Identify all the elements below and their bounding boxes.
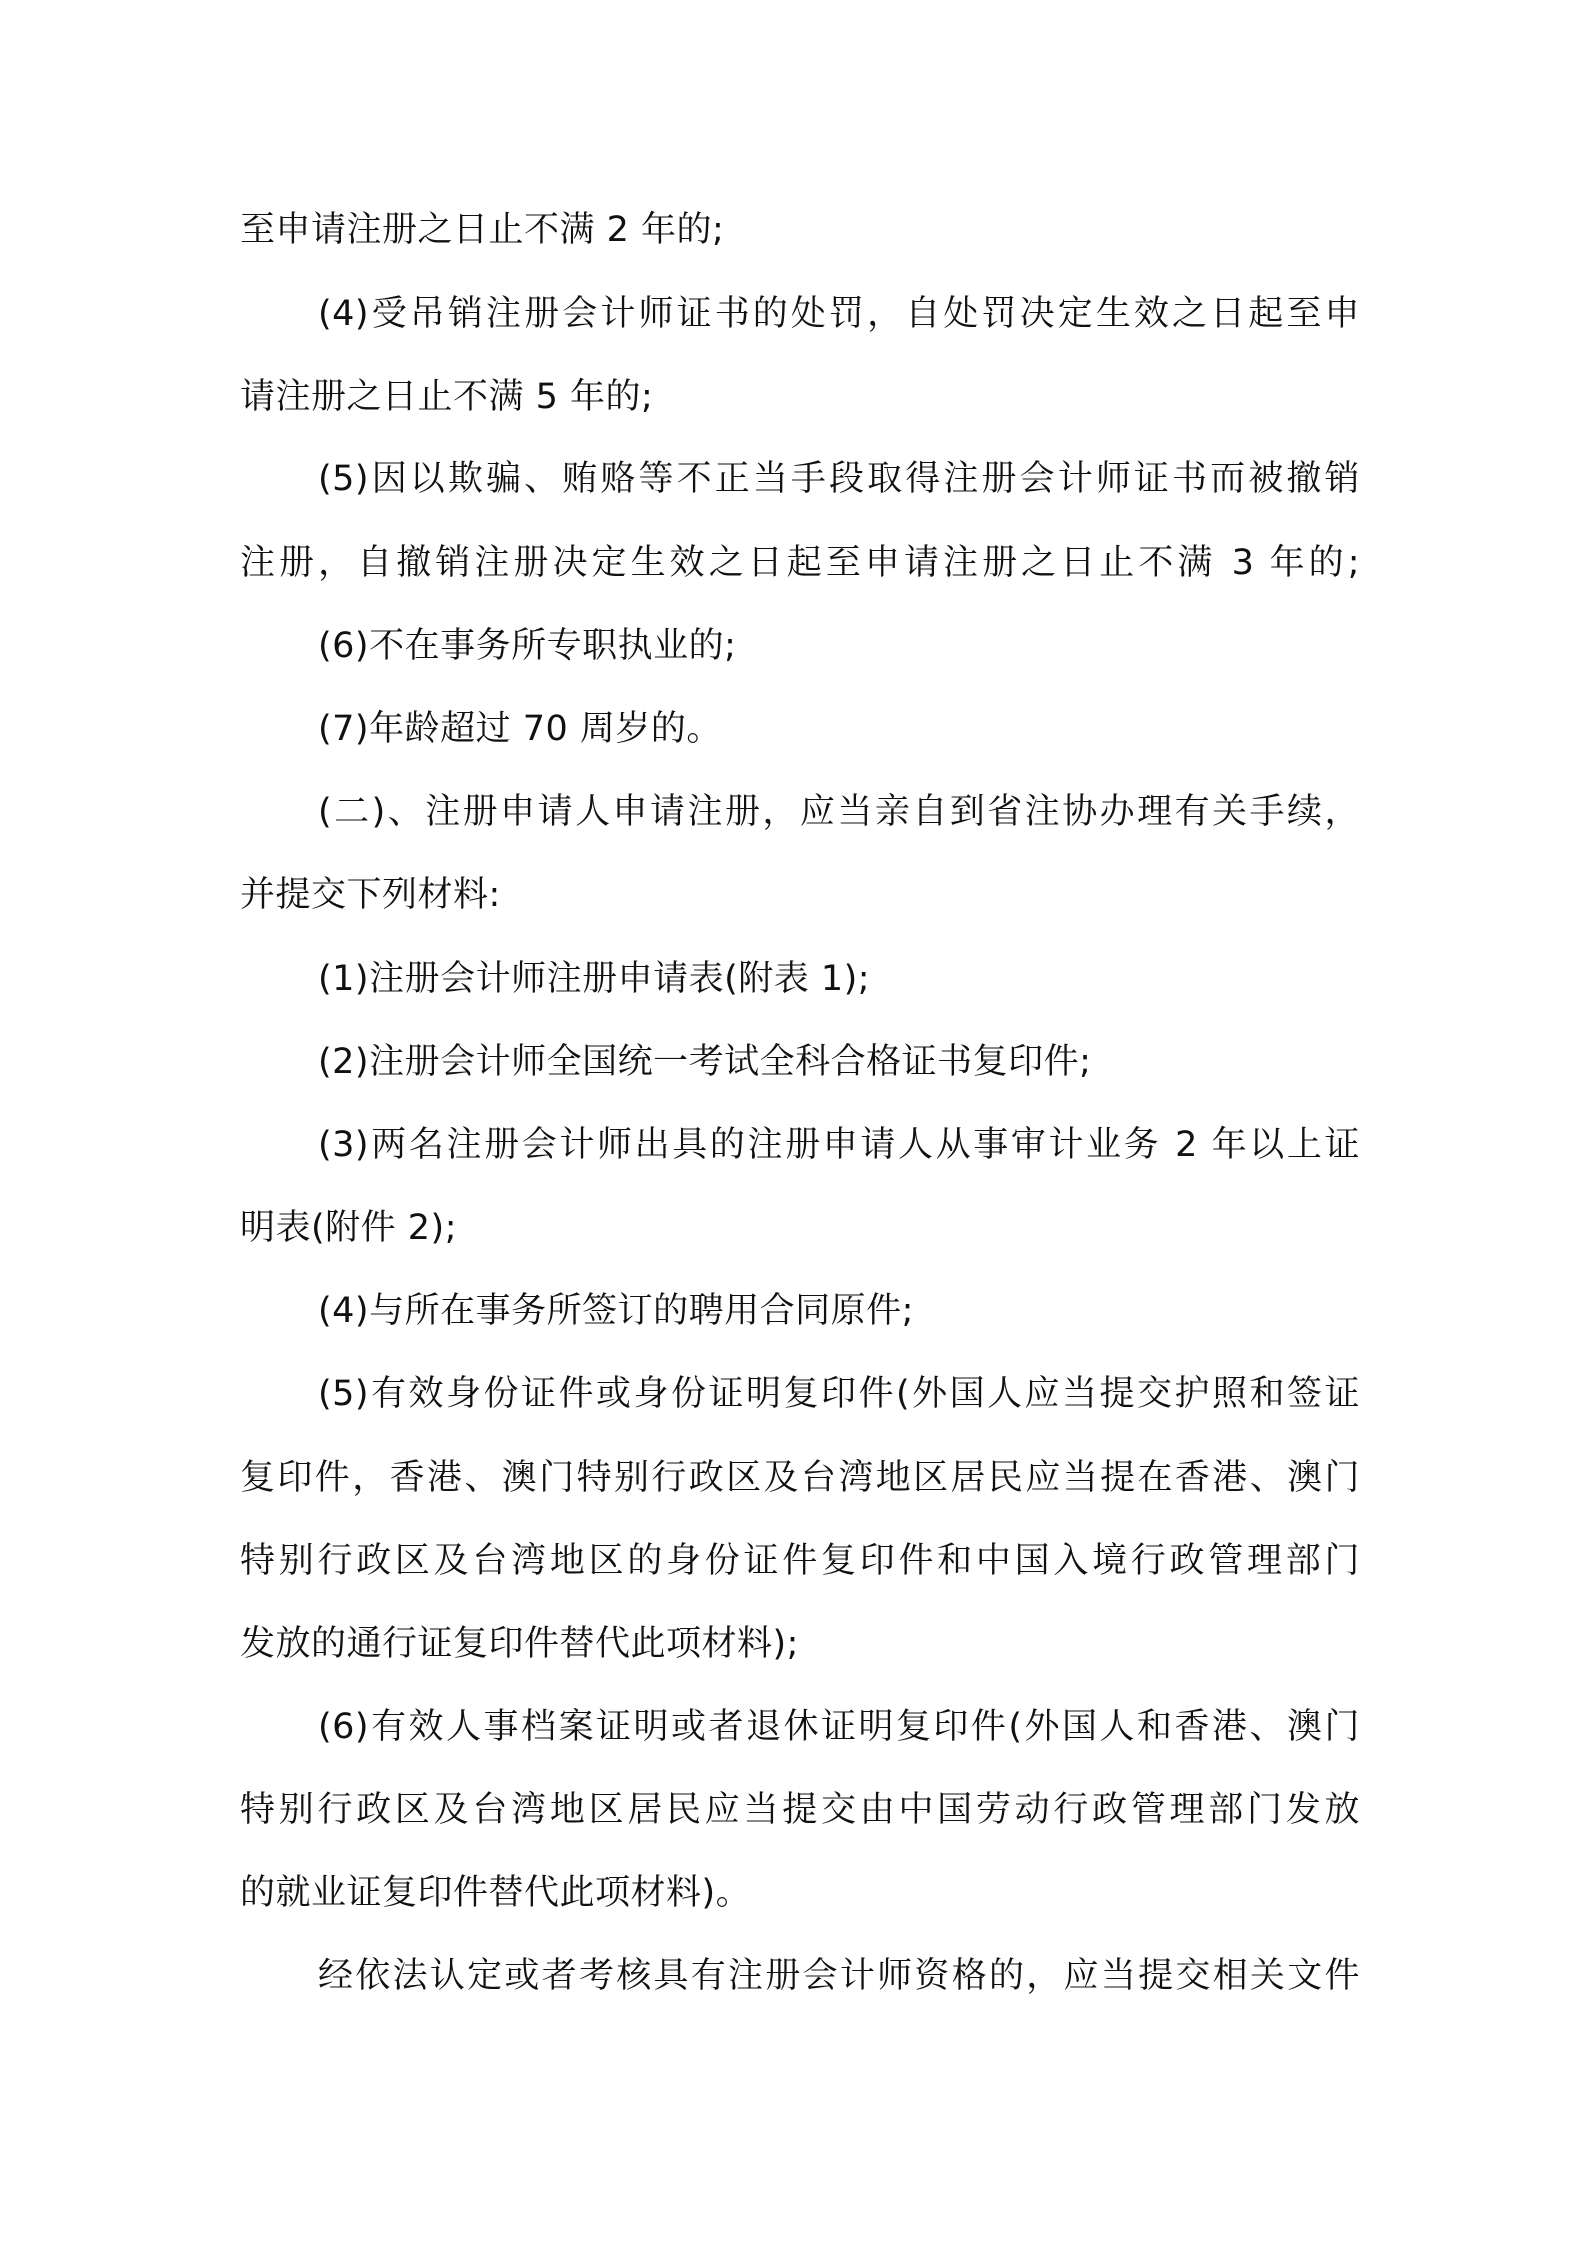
text-line: (二)、注册申请人申请注册，应当亲自到省注协办理有关手续， <box>318 792 1360 832</box>
text-line: 复印件，香港、澳门特别行政区及台湾地区居民应当提在香港、澳门 <box>240 1458 1360 1498</box>
text-line: 至申请注册之日止不满 2 年的; <box>240 210 725 250</box>
text-line: (3)两名注册会计师出具的注册申请人从事审计业务 2 年以上证 <box>318 1125 1360 1165</box>
text-line: (4)受吊销注册会计师证书的处罚，自处罚决定生效之日起至申 <box>318 294 1360 334</box>
text-line: 特别行政区及台湾地区的身份证件复印件和中国入境行政管理部门 <box>240 1541 1360 1581</box>
text-line: (6)有效人事档案证明或者退休证明复印件(外国人和香港、澳门 <box>318 1707 1360 1747</box>
text-line: 请注册之日止不满 5 年的; <box>240 377 654 417</box>
text-line: (2)注册会计师全国统一考试全科合格证书复印件; <box>318 1042 1092 1082</box>
text-line: (6)不在事务所专职执业的; <box>318 626 737 666</box>
text-line: 特别行政区及台湾地区居民应当提交由中国劳动行政管理部门发放 <box>240 1790 1360 1830</box>
text-line: (7)年龄超过 70 周岁的。 <box>318 709 722 749</box>
text-line: 注册，自撤销注册决定生效之日起至申请注册之日止不满 3 年的; <box>240 543 1360 583</box>
text-line: (5)有效身份证件或身份证明复印件(外国人应当提交护照和签证 <box>318 1374 1360 1414</box>
text-line: (5)因以欺骗、贿赂等不正当手段取得注册会计师证书而被撤销 <box>318 459 1360 499</box>
text-line: 并提交下列材料: <box>240 875 501 915</box>
text-line: (4)与所在事务所签订的聘用合同原件; <box>318 1291 914 1331</box>
text-line: 经依法认定或者考核具有注册会计师资格的，应当提交相关文件 <box>318 1956 1360 1996</box>
text-line: (1)注册会计师注册申请表(附表 1); <box>318 959 871 999</box>
text-line: 明表(附件 2); <box>240 1208 457 1248</box>
text-line: 的就业证复印件替代此项材料)。 <box>240 1873 752 1913</box>
text-line: 发放的通行证复印件替代此项材料); <box>240 1624 799 1664</box>
